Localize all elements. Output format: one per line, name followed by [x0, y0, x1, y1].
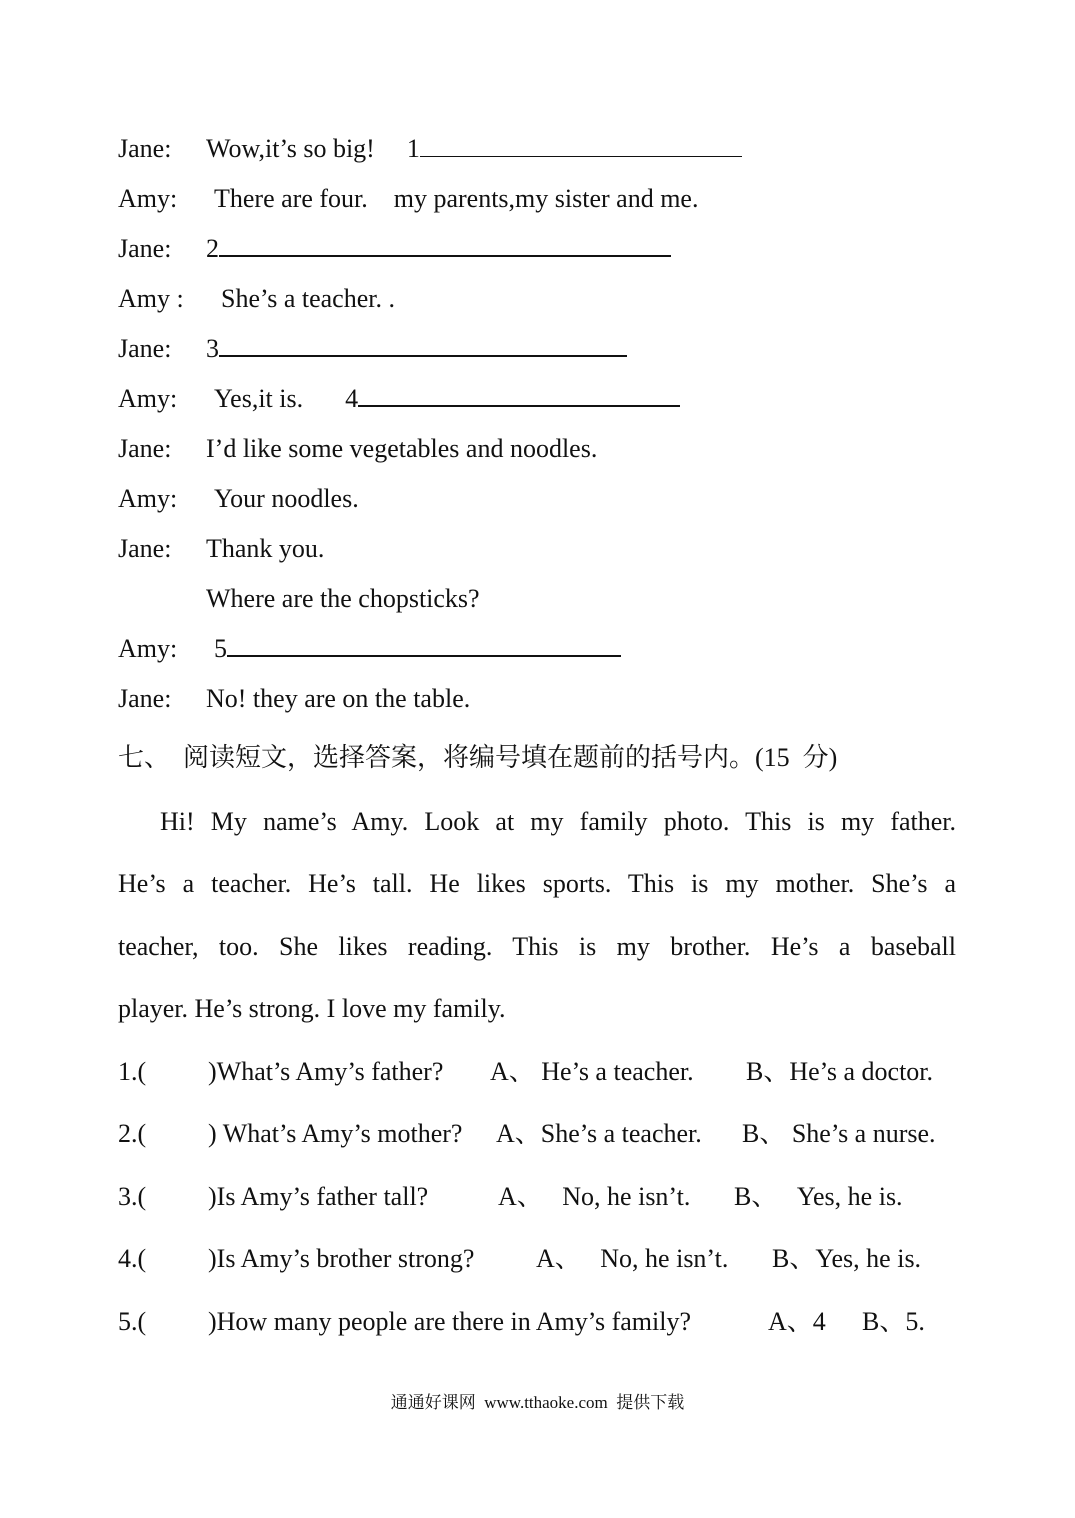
- answer-blank-5[interactable]: [227, 633, 621, 657]
- question-5: [118, 1306, 925, 1338]
- dialogue-line-2: [118, 183, 698, 215]
- dialogue-text: There are four. my parents,my sister and me.: [214, 184, 699, 213]
- speaker-label: Jane:: [118, 684, 172, 713]
- question-4: [118, 1243, 921, 1275]
- question-text: )Is Amy’s father tall?: [208, 1182, 429, 1211]
- blank-number: 4: [345, 384, 359, 413]
- answer-blank-1[interactable]: [420, 134, 742, 157]
- speaker-label: Amy :: [118, 284, 184, 313]
- option-a: A、 No, he isn’t.: [536, 1244, 729, 1273]
- question-number: 5.(: [118, 1307, 147, 1336]
- passage-text: Hi! My name’s Amy. Look at my family photo. This is my father.: [160, 807, 956, 836]
- question-number: 1.(: [118, 1057, 147, 1086]
- dialogue-line-11: [118, 633, 621, 665]
- question-3: [118, 1181, 903, 1213]
- dialogue-line-10: [118, 583, 480, 615]
- option-b: B、 She’s a nurse.: [742, 1119, 936, 1148]
- speaker-label: Amy:: [118, 184, 178, 213]
- dialogue-text: Your noodles.: [214, 484, 359, 513]
- passage-line-3: teacher, too. She likes reading. This is my brother. He’s a baseball: [118, 932, 956, 961]
- dialogue-line-3: [118, 233, 671, 265]
- answer-blank-4[interactable]: [358, 383, 680, 407]
- option-a: A、 He’s a teacher.: [490, 1057, 694, 1086]
- dialogue-text: Wow,it’s so big!: [206, 134, 375, 163]
- passage-line-2: He’s a teacher. He’s tall. He likes sports. This is my mother. She’s a: [118, 869, 956, 898]
- speaker-label: Jane:: [118, 334, 172, 363]
- question-number: 3.(: [118, 1182, 147, 1211]
- page-footer: 通通好课网 www.tthaoke.com 提供下载: [390, 1393, 685, 1412]
- speaker-label: Jane:: [118, 434, 172, 463]
- dialogue-line-8: [118, 483, 359, 515]
- speaker-label: Jane:: [118, 534, 172, 563]
- question-1: [118, 1056, 933, 1088]
- dialogue-text: I’d like some vegetables and noodles.: [206, 434, 598, 463]
- option-a: A、She’s a teacher.: [496, 1119, 702, 1148]
- section-heading: 七、 阅读短文，选择答案，将编号填在题前的括号内。(15 分): [118, 743, 838, 772]
- speaker-label: Jane:: [118, 134, 172, 163]
- dialogue-line-4: [118, 283, 395, 315]
- speaker-label: Amy:: [118, 384, 178, 413]
- speaker-label: Jane:: [118, 234, 172, 263]
- passage-line-4: player. He’s strong. I love my family.: [118, 994, 506, 1023]
- option-a: A、 No, he isn’t.: [498, 1182, 691, 1211]
- blank-number: 5: [214, 634, 227, 663]
- option-b: B、5.: [862, 1307, 925, 1336]
- dialogue-line-7: [118, 433, 597, 465]
- question-number: 4.(: [118, 1244, 147, 1273]
- option-b: B、He’s a doctor.: [746, 1057, 934, 1086]
- speaker-label: Amy:: [118, 484, 178, 513]
- dialogue-text: Yes,it is.: [214, 384, 304, 413]
- dialogue-text: Where are the chopsticks?: [206, 584, 480, 613]
- question-text: )Is Amy’s brother strong?: [208, 1244, 475, 1273]
- dialogue-line-5: [118, 333, 627, 365]
- option-a: A、4: [768, 1307, 826, 1336]
- blank-number: 1: [406, 134, 420, 163]
- dialogue-line-1: [118, 133, 742, 165]
- question-text: ) What’s Amy’s mother?: [208, 1119, 463, 1148]
- answer-blank-3[interactable]: [219, 333, 627, 357]
- question-2: [118, 1118, 936, 1150]
- option-b: B、 Yes, he is.: [734, 1182, 903, 1211]
- passage-line-1: [118, 806, 956, 838]
- dialogue-text: Thank you.: [206, 534, 325, 563]
- question-text: )How many people are there in Amy’s family?: [208, 1307, 692, 1336]
- speaker-label: Amy:: [118, 634, 178, 663]
- blank-number: 2: [206, 234, 219, 263]
- question-text: )What’s Amy’s father?: [208, 1057, 444, 1086]
- question-number: 2.(: [118, 1119, 147, 1148]
- dialogue-text: She’s a teacher. .: [221, 284, 395, 313]
- blank-number: 3: [206, 334, 219, 363]
- dialogue-text: No! they are on the table.: [206, 684, 471, 713]
- answer-blank-2[interactable]: [219, 233, 671, 257]
- dialogue-line-6: [118, 383, 680, 415]
- dialogue-line-9: [118, 533, 324, 565]
- dialogue-line-12: [118, 683, 470, 715]
- option-b: B、Yes, he is.: [772, 1244, 922, 1273]
